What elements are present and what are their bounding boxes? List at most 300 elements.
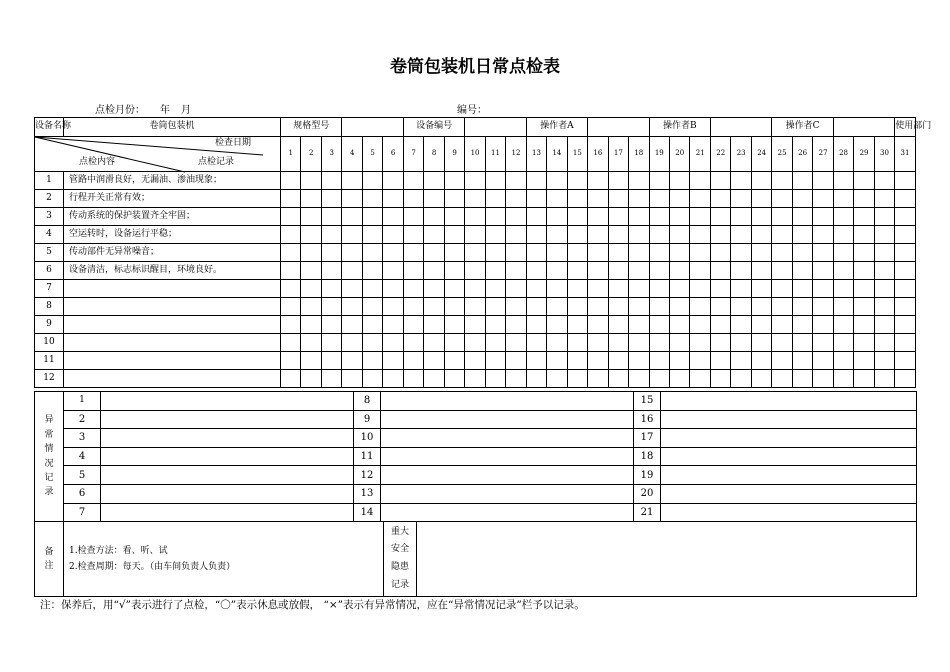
check-cell[interactable] (547, 190, 567, 208)
check-cell[interactable] (506, 190, 526, 208)
check-cell[interactable] (649, 244, 669, 262)
check-cell[interactable] (649, 172, 669, 190)
check-cell[interactable] (342, 370, 362, 388)
check-cell[interactable] (874, 226, 894, 244)
check-cell[interactable] (547, 262, 567, 280)
abnormal-entry-cell[interactable] (661, 466, 917, 485)
check-cell[interactable] (813, 316, 833, 334)
abnormal-entry-cell[interactable] (381, 484, 634, 503)
abnormal-entry-cell[interactable] (101, 410, 354, 429)
abnormal-entry-cell[interactable] (661, 503, 917, 522)
check-cell[interactable] (567, 316, 587, 334)
check-cell[interactable] (813, 262, 833, 280)
abnormal-entry-cell[interactable] (661, 392, 917, 411)
check-cell[interactable] (403, 370, 423, 388)
check-cell[interactable] (813, 244, 833, 262)
check-cell[interactable] (485, 262, 505, 280)
check-cell[interactable] (485, 226, 505, 244)
check-cell[interactable] (547, 298, 567, 316)
check-cell[interactable] (526, 226, 546, 244)
check-cell[interactable] (833, 226, 853, 244)
check-cell[interactable] (444, 190, 465, 208)
check-cell[interactable] (608, 298, 628, 316)
check-cell[interactable] (629, 244, 649, 262)
check-cell[interactable] (526, 190, 546, 208)
check-cell[interactable] (772, 334, 792, 352)
check-cell[interactable] (321, 298, 342, 316)
check-cell[interactable] (608, 190, 628, 208)
check-cell[interactable] (567, 298, 587, 316)
check-cell[interactable] (710, 226, 730, 244)
check-cell[interactable] (526, 172, 546, 190)
abnormal-entry-cell[interactable] (661, 447, 917, 466)
check-cell[interactable] (403, 334, 423, 352)
check-cell[interactable] (506, 226, 526, 244)
check-cell[interactable] (670, 190, 690, 208)
check-cell[interactable] (547, 226, 567, 244)
check-cell[interactable] (629, 190, 649, 208)
check-cell[interactable] (874, 280, 894, 298)
check-cell[interactable] (321, 280, 342, 298)
check-cell[interactable] (751, 262, 771, 280)
check-cell[interactable] (772, 352, 792, 370)
check-cell[interactable] (731, 334, 751, 352)
check-cell[interactable] (649, 370, 669, 388)
check-cell[interactable] (731, 370, 751, 388)
check-cell[interactable] (362, 190, 382, 208)
check-cell[interactable] (588, 370, 608, 388)
check-cell[interactable] (547, 370, 567, 388)
check-cell[interactable] (588, 352, 608, 370)
check-cell[interactable] (465, 262, 485, 280)
check-cell[interactable] (424, 334, 444, 352)
check-cell[interactable] (649, 352, 669, 370)
check-cell[interactable] (608, 208, 628, 226)
check-cell[interactable] (424, 190, 444, 208)
check-cell[interactable] (690, 280, 711, 298)
check-cell[interactable] (506, 280, 526, 298)
device-no-value[interactable] (465, 118, 526, 137)
check-cell[interactable] (444, 334, 465, 352)
check-cell[interactable] (465, 298, 485, 316)
check-cell[interactable] (813, 298, 833, 316)
check-cell[interactable] (444, 208, 465, 226)
check-cell[interactable] (854, 208, 874, 226)
abnormal-entry-cell[interactable] (381, 429, 634, 448)
check-cell[interactable] (383, 208, 403, 226)
abnormal-entry-cell[interactable] (381, 392, 634, 411)
check-cell[interactable] (772, 262, 792, 280)
check-cell[interactable] (710, 190, 730, 208)
check-cell[interactable] (608, 316, 628, 334)
check-cell[interactable] (342, 352, 362, 370)
check-cell[interactable] (465, 334, 485, 352)
check-cell[interactable] (772, 208, 792, 226)
check-cell[interactable] (567, 190, 587, 208)
check-cell[interactable] (342, 334, 362, 352)
check-cell[interactable] (403, 208, 423, 226)
check-cell[interactable] (424, 370, 444, 388)
check-cell[interactable] (772, 316, 792, 334)
check-cell[interactable] (874, 262, 894, 280)
check-cell[interactable] (424, 280, 444, 298)
check-cell[interactable] (608, 226, 628, 244)
abnormal-entry-cell[interactable] (661, 410, 917, 429)
check-cell[interactable] (301, 244, 321, 262)
check-cell[interactable] (281, 298, 301, 316)
check-cell[interactable] (731, 280, 751, 298)
check-cell[interactable] (362, 208, 382, 226)
check-cell[interactable] (608, 370, 628, 388)
check-cell[interactable] (751, 190, 771, 208)
check-cell[interactable] (895, 262, 915, 280)
model-value[interactable] (342, 118, 403, 137)
check-cell[interactable] (485, 334, 505, 352)
check-cell[interactable] (444, 262, 465, 280)
check-cell[interactable] (895, 172, 915, 190)
check-cell[interactable] (301, 262, 321, 280)
check-cell[interactable] (670, 370, 690, 388)
check-cell[interactable] (588, 244, 608, 262)
check-cell[interactable] (506, 244, 526, 262)
check-cell[interactable] (629, 370, 649, 388)
check-cell[interactable] (383, 334, 403, 352)
check-cell[interactable] (874, 316, 894, 334)
check-cell[interactable] (731, 316, 751, 334)
check-cell[interactable] (465, 226, 485, 244)
check-cell[interactable] (444, 298, 465, 316)
check-cell[interactable] (281, 226, 301, 244)
check-cell[interactable] (731, 226, 751, 244)
check-cell[interactable] (649, 334, 669, 352)
check-cell[interactable] (362, 262, 382, 280)
check-cell[interactable] (649, 208, 669, 226)
check-cell[interactable] (833, 370, 853, 388)
abnormal-entry-cell[interactable] (661, 429, 917, 448)
check-cell[interactable] (895, 244, 915, 262)
operator-c-value[interactable] (833, 118, 894, 137)
check-cell[interactable] (526, 316, 546, 334)
check-cell[interactable] (629, 280, 649, 298)
check-cell[interactable] (485, 172, 505, 190)
check-cell[interactable] (547, 352, 567, 370)
check-cell[interactable] (281, 208, 301, 226)
check-cell[interactable] (670, 352, 690, 370)
check-cell[interactable] (362, 280, 382, 298)
check-cell[interactable] (321, 244, 342, 262)
check-cell[interactable] (670, 244, 690, 262)
check-cell[interactable] (874, 334, 894, 352)
check-cell[interactable] (362, 370, 382, 388)
check-cell[interactable] (485, 316, 505, 334)
check-cell[interactable] (485, 190, 505, 208)
check-cell[interactable] (731, 262, 751, 280)
check-cell[interactable] (751, 316, 771, 334)
check-cell[interactable] (751, 280, 771, 298)
check-cell[interactable] (690, 262, 711, 280)
check-cell[interactable] (362, 226, 382, 244)
check-cell[interactable] (854, 352, 874, 370)
check-cell[interactable] (321, 208, 342, 226)
check-cell[interactable] (526, 352, 546, 370)
check-cell[interactable] (301, 280, 321, 298)
check-cell[interactable] (567, 334, 587, 352)
check-cell[interactable] (281, 190, 301, 208)
check-cell[interactable] (588, 298, 608, 316)
check-cell[interactable] (813, 208, 833, 226)
check-cell[interactable] (792, 244, 812, 262)
check-cell[interactable] (588, 316, 608, 334)
check-cell[interactable] (342, 226, 362, 244)
check-cell[interactable] (567, 244, 587, 262)
check-cell[interactable] (321, 352, 342, 370)
check-cell[interactable] (629, 208, 649, 226)
check-cell[interactable] (403, 280, 423, 298)
check-cell[interactable] (281, 352, 301, 370)
check-cell[interactable] (342, 262, 362, 280)
check-cell[interactable] (629, 298, 649, 316)
check-cell[interactable] (895, 370, 915, 388)
check-cell[interactable] (383, 226, 403, 244)
check-cell[interactable] (465, 190, 485, 208)
check-cell[interactable] (301, 370, 321, 388)
check-cell[interactable] (362, 316, 382, 334)
check-cell[interactable] (833, 244, 853, 262)
check-cell[interactable] (547, 334, 567, 352)
check-cell[interactable] (383, 316, 403, 334)
check-cell[interactable] (342, 244, 362, 262)
check-cell[interactable] (833, 190, 853, 208)
check-cell[interactable] (833, 208, 853, 226)
check-cell[interactable] (895, 298, 915, 316)
check-cell[interactable] (321, 190, 342, 208)
check-cell[interactable] (362, 172, 382, 190)
check-cell[interactable] (485, 208, 505, 226)
check-cell[interactable] (670, 280, 690, 298)
check-cell[interactable] (649, 280, 669, 298)
check-cell[interactable] (833, 262, 853, 280)
check-cell[interactable] (342, 316, 362, 334)
check-cell[interactable] (772, 280, 792, 298)
check-cell[interactable] (506, 208, 526, 226)
check-cell[interactable] (608, 244, 628, 262)
check-cell[interactable] (895, 280, 915, 298)
check-cell[interactable] (792, 370, 812, 388)
check-cell[interactable] (403, 298, 423, 316)
check-cell[interactable] (649, 226, 669, 244)
check-cell[interactable] (670, 208, 690, 226)
check-cell[interactable] (547, 208, 567, 226)
check-cell[interactable] (403, 172, 423, 190)
check-cell[interactable] (854, 280, 874, 298)
check-cell[interactable] (670, 298, 690, 316)
check-cell[interactable] (710, 298, 730, 316)
check-cell[interactable] (710, 316, 730, 334)
check-cell[interactable] (383, 244, 403, 262)
check-cell[interactable] (342, 298, 362, 316)
check-cell[interactable] (567, 370, 587, 388)
check-cell[interactable] (710, 334, 730, 352)
check-cell[interactable] (710, 244, 730, 262)
check-cell[interactable] (321, 262, 342, 280)
check-cell[interactable] (629, 262, 649, 280)
check-cell[interactable] (751, 370, 771, 388)
check-cell[interactable] (690, 334, 711, 352)
check-cell[interactable] (833, 172, 853, 190)
check-cell[interactable] (608, 352, 628, 370)
check-cell[interactable] (670, 172, 690, 190)
check-cell[interactable] (690, 208, 711, 226)
check-cell[interactable] (854, 262, 874, 280)
check-cell[interactable] (342, 280, 362, 298)
check-cell[interactable] (751, 334, 771, 352)
check-cell[interactable] (649, 298, 669, 316)
check-cell[interactable] (731, 298, 751, 316)
check-cell[interactable] (772, 370, 792, 388)
check-cell[interactable] (547, 172, 567, 190)
check-cell[interactable] (608, 280, 628, 298)
abnormal-entry-cell[interactable] (101, 447, 354, 466)
check-cell[interactable] (690, 316, 711, 334)
check-cell[interactable] (383, 370, 403, 388)
abnormal-entry-cell[interactable] (661, 484, 917, 503)
check-cell[interactable] (362, 244, 382, 262)
check-cell[interactable] (444, 172, 465, 190)
check-cell[interactable] (301, 226, 321, 244)
check-cell[interactable] (362, 298, 382, 316)
check-cell[interactable] (403, 352, 423, 370)
check-cell[interactable] (526, 334, 546, 352)
check-cell[interactable] (649, 316, 669, 334)
check-cell[interactable] (710, 370, 730, 388)
check-cell[interactable] (751, 352, 771, 370)
check-cell[interactable] (792, 352, 812, 370)
check-cell[interactable] (874, 172, 894, 190)
check-cell[interactable] (690, 352, 711, 370)
check-cell[interactable] (506, 334, 526, 352)
check-cell[interactable] (342, 172, 362, 190)
check-cell[interactable] (526, 370, 546, 388)
check-cell[interactable] (383, 262, 403, 280)
abnormal-entry-cell[interactable] (381, 466, 634, 485)
check-cell[interactable] (854, 334, 874, 352)
check-cell[interactable] (424, 244, 444, 262)
check-cell[interactable] (465, 244, 485, 262)
check-cell[interactable] (424, 352, 444, 370)
operator-b-value[interactable] (710, 118, 771, 137)
check-cell[interactable] (588, 334, 608, 352)
check-cell[interactable] (690, 172, 711, 190)
check-cell[interactable] (710, 262, 730, 280)
check-cell[interactable] (424, 226, 444, 244)
check-cell[interactable] (629, 172, 649, 190)
check-cell[interactable] (321, 316, 342, 334)
check-cell[interactable] (301, 316, 321, 334)
check-cell[interactable] (444, 370, 465, 388)
check-cell[interactable] (321, 370, 342, 388)
check-cell[interactable] (465, 280, 485, 298)
check-cell[interactable] (731, 190, 751, 208)
check-cell[interactable] (895, 352, 915, 370)
check-cell[interactable] (731, 244, 751, 262)
check-cell[interactable] (567, 172, 587, 190)
check-cell[interactable] (874, 190, 894, 208)
check-cell[interactable] (792, 280, 812, 298)
check-cell[interactable] (485, 352, 505, 370)
check-cell[interactable] (649, 190, 669, 208)
check-cell[interactable] (670, 334, 690, 352)
check-cell[interactable] (792, 190, 812, 208)
check-cell[interactable] (444, 352, 465, 370)
check-cell[interactable] (383, 298, 403, 316)
check-cell[interactable] (526, 262, 546, 280)
check-cell[interactable] (321, 172, 342, 190)
check-cell[interactable] (751, 208, 771, 226)
check-cell[interactable] (526, 208, 546, 226)
check-cell[interactable] (854, 172, 874, 190)
check-cell[interactable] (424, 316, 444, 334)
abnormal-entry-cell[interactable] (381, 410, 634, 429)
check-cell[interactable] (485, 244, 505, 262)
check-cell[interactable] (649, 262, 669, 280)
check-cell[interactable] (792, 208, 812, 226)
check-cell[interactable] (424, 262, 444, 280)
check-cell[interactable] (485, 370, 505, 388)
abnormal-entry-cell[interactable] (101, 503, 354, 522)
check-cell[interactable] (629, 352, 649, 370)
check-cell[interactable] (281, 244, 301, 262)
check-cell[interactable] (342, 208, 362, 226)
check-cell[interactable] (301, 298, 321, 316)
check-cell[interactable] (874, 298, 894, 316)
check-cell[interactable] (792, 226, 812, 244)
check-cell[interactable] (588, 262, 608, 280)
check-cell[interactable] (670, 226, 690, 244)
check-cell[interactable] (567, 226, 587, 244)
check-cell[interactable] (772, 244, 792, 262)
check-cell[interactable] (362, 352, 382, 370)
hazard-record-cell[interactable] (417, 522, 917, 597)
check-cell[interactable] (281, 370, 301, 388)
check-cell[interactable] (506, 370, 526, 388)
check-cell[interactable] (813, 370, 833, 388)
check-cell[interactable] (424, 172, 444, 190)
check-cell[interactable] (403, 226, 423, 244)
check-cell[interactable] (772, 298, 792, 316)
check-cell[interactable] (854, 370, 874, 388)
abnormal-entry-cell[interactable] (101, 429, 354, 448)
check-cell[interactable] (833, 334, 853, 352)
check-cell[interactable] (403, 316, 423, 334)
check-cell[interactable] (383, 280, 403, 298)
check-cell[interactable] (444, 244, 465, 262)
check-cell[interactable] (895, 190, 915, 208)
check-cell[interactable] (281, 280, 301, 298)
check-cell[interactable] (567, 262, 587, 280)
check-cell[interactable] (854, 190, 874, 208)
check-cell[interactable] (465, 370, 485, 388)
check-cell[interactable] (465, 172, 485, 190)
check-cell[interactable] (281, 262, 301, 280)
check-cell[interactable] (874, 352, 894, 370)
check-cell[interactable] (772, 190, 792, 208)
check-cell[interactable] (588, 226, 608, 244)
check-cell[interactable] (444, 280, 465, 298)
check-cell[interactable] (751, 172, 771, 190)
check-cell[interactable] (506, 352, 526, 370)
check-cell[interactable] (281, 172, 301, 190)
check-cell[interactable] (772, 172, 792, 190)
